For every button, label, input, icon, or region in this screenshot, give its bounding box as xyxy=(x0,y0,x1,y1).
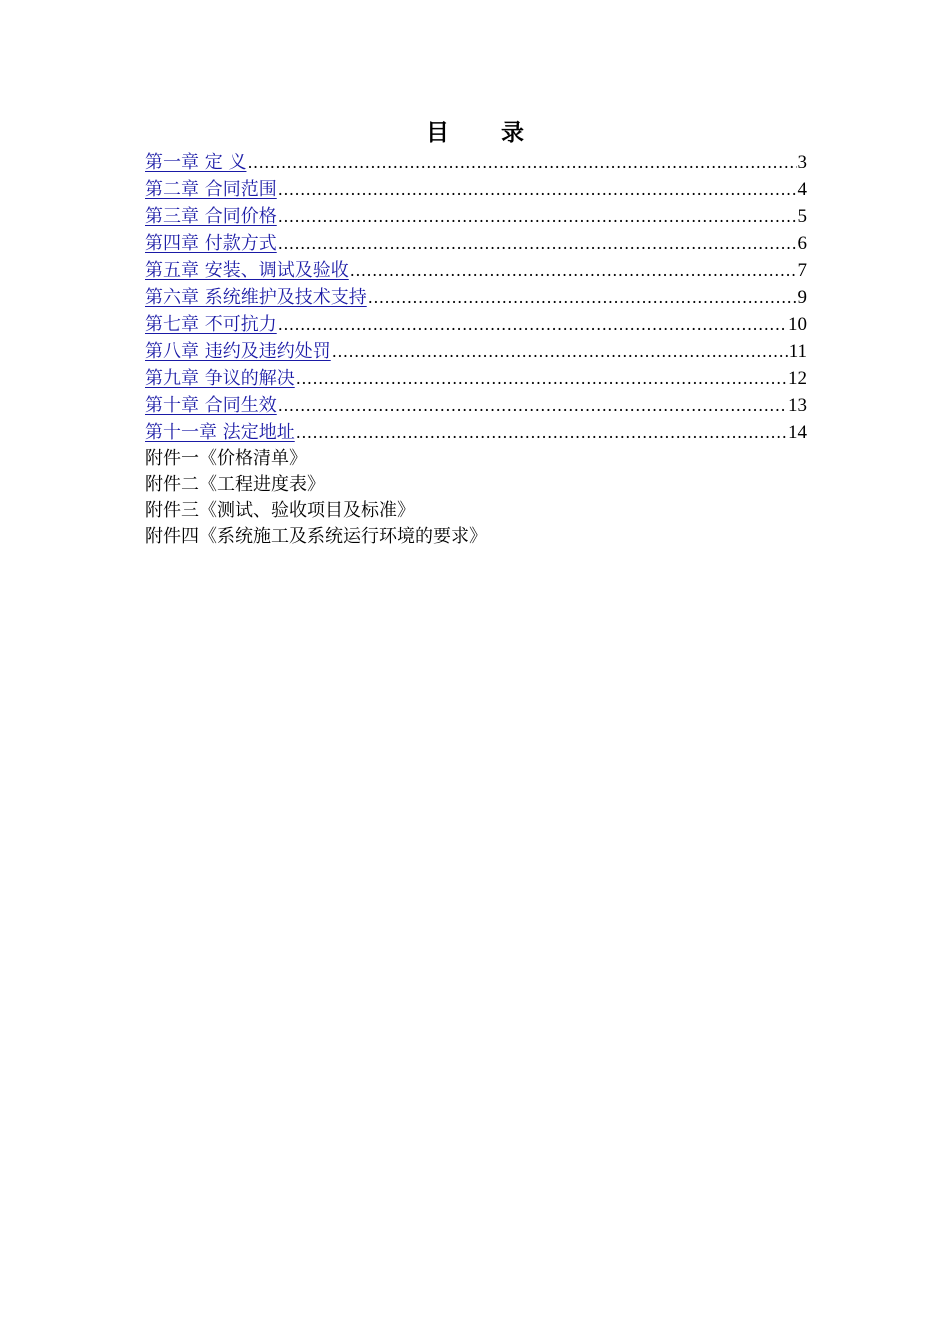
toc-link-chapter-5[interactable]: 第五章 安装、调试及验收 xyxy=(145,260,349,281)
toc-link-chapter-10[interactable]: 第十章 合同生效 xyxy=(145,395,277,416)
toc-page-number: 3 xyxy=(797,152,807,173)
toc-entry-7 xyxy=(145,311,807,338)
toc-page-number: 13 xyxy=(788,395,807,416)
toc-page-number: 12 xyxy=(788,368,807,389)
toc-leader-dots xyxy=(278,230,797,257)
appendix-item-4: 附件四《系统施工及系统运行环境的要求》 xyxy=(145,526,487,547)
toc-entry-8 xyxy=(145,338,807,365)
toc-page-number: 7 xyxy=(797,260,807,281)
toc-link-chapter-3[interactable]: 第三章 合同价格 xyxy=(145,206,277,227)
toc-entry-5 xyxy=(145,257,807,284)
toc-link-chapter-2[interactable]: 第二章 合同范围 xyxy=(145,179,277,200)
toc-leader-dots xyxy=(296,365,787,392)
toc-title xyxy=(0,114,950,147)
appendix-item-3: 附件三《测试、验收项目及标准》 xyxy=(145,500,415,521)
toc-entry-6 xyxy=(145,284,807,311)
toc-entry-9 xyxy=(145,365,807,392)
toc-page-number: 4 xyxy=(797,179,807,200)
toc-title-right: 录 xyxy=(501,119,524,146)
toc-link-chapter-7[interactable]: 第七章 不可抗力 xyxy=(145,314,277,335)
toc-page-number: 5 xyxy=(797,206,807,227)
toc-page-number: 10 xyxy=(788,314,807,335)
toc-leader-dots xyxy=(278,311,787,338)
appendix-list xyxy=(145,446,807,550)
toc-entry-4 xyxy=(145,230,807,257)
toc-title-left: 目 xyxy=(426,119,449,146)
toc-entry-10 xyxy=(145,392,807,419)
toc-leader-dots xyxy=(368,284,797,311)
toc-link-chapter-11[interactable]: 第十一章 法定地址 xyxy=(145,422,295,443)
toc-link-chapter-1[interactable]: 第一章 定 义 xyxy=(145,152,247,173)
toc-page-number: 14 xyxy=(788,422,807,443)
table-of-contents xyxy=(145,149,807,446)
toc-entry-3 xyxy=(145,203,807,230)
toc-leader-dots xyxy=(278,203,797,230)
toc-link-chapter-9[interactable]: 第九章 争议的解决 xyxy=(145,368,295,389)
toc-entry-11 xyxy=(145,419,807,446)
toc-link-chapter-4[interactable]: 第四章 付款方式 xyxy=(145,233,277,254)
appendix-item-1: 附件一《价格清单》 xyxy=(145,448,307,469)
toc-leader-dots xyxy=(296,419,787,446)
toc-page-number: 11 xyxy=(788,341,807,362)
toc-link-chapter-8[interactable]: 第八章 违约及违约处罚 xyxy=(145,341,331,362)
toc-entry-1 xyxy=(145,149,807,176)
toc-leader-dots xyxy=(332,338,788,365)
toc-entry-2 xyxy=(145,176,807,203)
toc-page-number: 6 xyxy=(797,233,807,254)
appendix-item-2: 附件二《工程进度表》 xyxy=(145,474,325,495)
toc-leader-dots xyxy=(350,257,797,284)
toc-page-number: 9 xyxy=(797,287,807,308)
toc-leader-dots xyxy=(278,392,787,419)
toc-link-chapter-6[interactable]: 第六章 系统维护及技术支持 xyxy=(145,287,367,308)
toc-leader-dots xyxy=(278,176,797,203)
toc-leader-dots xyxy=(247,149,796,176)
